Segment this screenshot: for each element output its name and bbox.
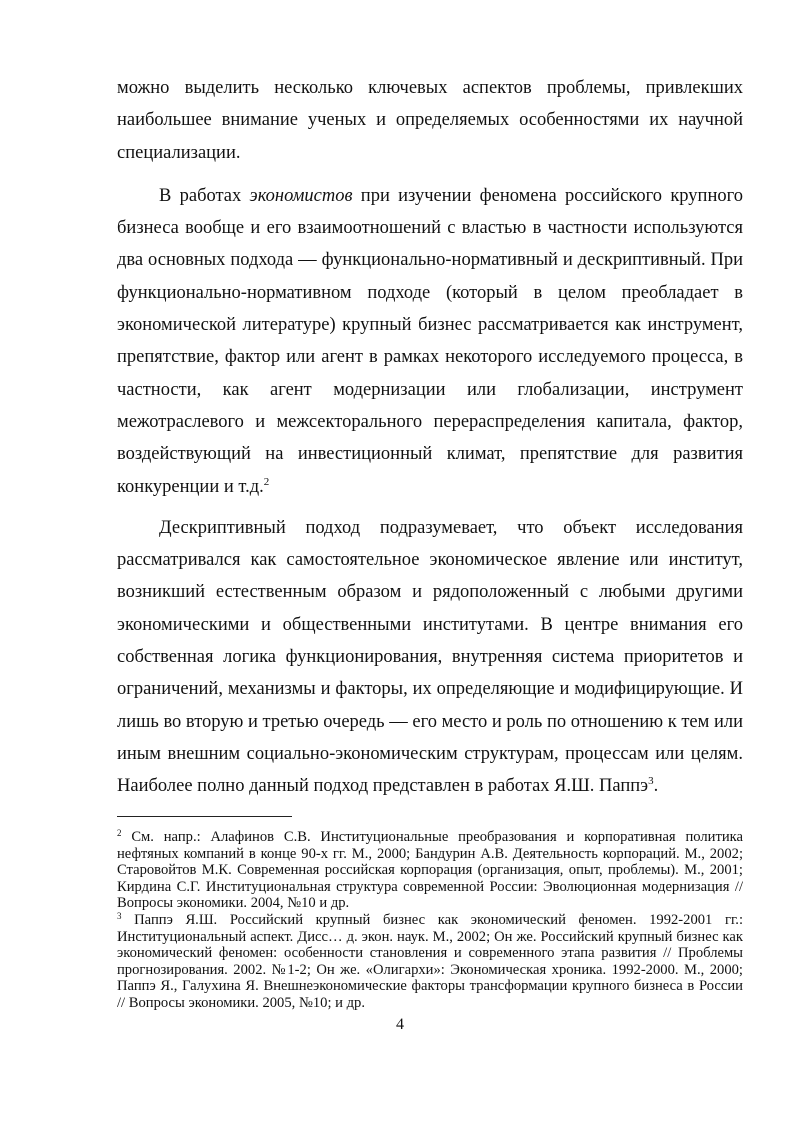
page-number: 4 [396,1016,404,1033]
footnote-3-text: Паппэ Я.Ш. Российский крупный бизнес как экономический феномен. 1992-2001 гг.: Институциональный аспект. Дисс… д. экон. наук. М., 2002; Он же. Российский крупный бизнес как экономический феномен: особенности становления и современного этапа развития // Проблемы прогнозирования. 2002. №1-2; Он же. «Олигархи»: Экономическая хроника. 1992-2000. М., 2000; Паппэ Я., Галухина Я. Внешнеэкономические факторы трансформации крупного бизнеса в России // Вопросы экономики. 2005, №10; и др. [117,911,743,1011]
footnote-mark-2: 2 [117,828,122,838]
paragraph-3 [117,512,743,803]
paragraph-2-rest: при изучении феномена российского крупного бизнеса вообще и его взаимоотношений с властью в частности используются два основных подхода — функционально-нормативный и дескриптивный. При функционально-нормативном подходе (который в целом преобладает в экономической литературе) крупный бизнес рассматривается как инструмент, препятствие, фактор или агент в рамках некоторого исследуемого процесса, в частности, как агент модернизации или глобализации, инструмент межотраслевого и межсекторального перераспределения капитала, фактор, воздействующий на инвестиционный климат, препятствие для развития конкуренции и т.д. [117,185,743,497]
footnote-2 [117,829,743,912]
footnote-separator [117,816,292,817]
footnote-2-text: См. напр.: Алафинов С.В. Институциональные преобразования и корпоративная политика нефтяных компаний в конце 90-х гг. М., 2000; Бандурин А.В. Деятельность корпораций. М., 2002; Старовойтов М.К. Современная российская корпорация (организация, опыт, проблемы). М., 2001; Кирдина С.Г. Институциональная структура современной России: Эволюционная модернизация // Вопросы экономики. 2004, №10 и др. [117,829,743,912]
footnote-ref-3[interactable]: 3 [648,775,654,788]
footnotes [117,829,743,1012]
paragraph-2-start: В работах [159,185,250,206]
footnote-mark-3: 3 [117,910,122,921]
footnote-ref-2[interactable]: 2 [263,475,270,488]
paragraph-2 [117,180,743,503]
footnote-3 [117,912,743,1012]
paragraph-3-end: . [653,776,659,797]
page-body [117,72,743,803]
paragraph-2-italic: экономистов [249,185,353,206]
paragraph-3-text: Дескриптивный подход подразумевает, что объект исследования рассматривался как самостоятельное экономическое явление или институт, возникший естественным образом и рядоположенный с любыми другими экономическими и общественными институтами. В центре внимания его собственная логика функционирования, внутренняя система приоритетов и ограничений, механизмы и факторы, их определяющие и модифицирующие. И лишь во вторую и третью очередь — его место и роль по отношению к тем или иным внешним социально-экономическим структурам, процессам или целям. Наиболее полно данный подход представлен в работах Я.Ш. Паппэ [117,517,743,797]
paragraph-1: можно выделить несколько ключевых аспектов проблемы, привлекших наибольшее внимание ученых и определяемых особенностями их научной специализации. [117,78,743,163]
